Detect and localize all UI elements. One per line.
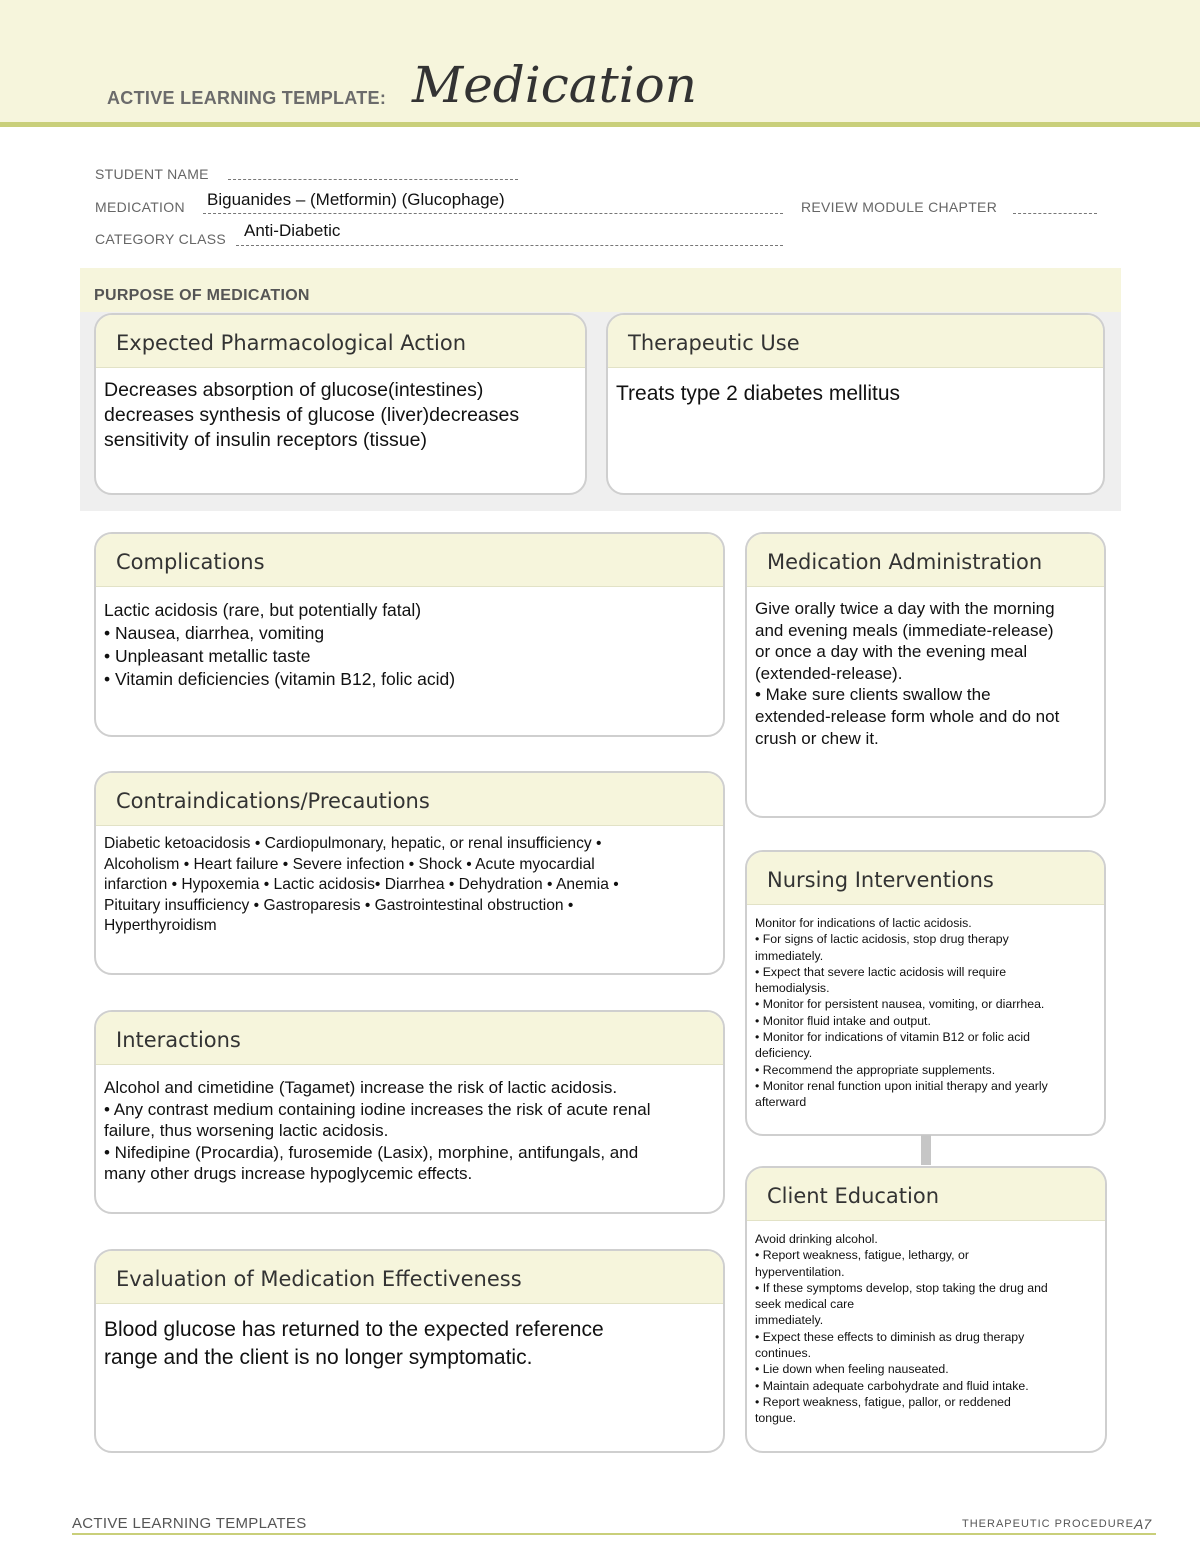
text-line: Alcohol and cimetidine (Tagamet) increase the risk of lactic acidosis. <box>104 1078 618 1097</box>
category-class-field[interactable] <box>236 245 783 246</box>
text-line: Lactic acidosis (rare, but potentially fatal) <box>104 600 422 620</box>
evaluation-card <box>94 1249 725 1453</box>
header-label: ACTIVE LEARNING TEMPLATE: <box>107 88 387 108</box>
text-line: (extended-release). <box>755 663 903 683</box>
category-class-value: Anti-Diabetic <box>244 221 341 240</box>
category-class-label: CATEGORY CLASS <box>95 231 227 247</box>
text-line: Treats type 2 diabetes mellitus <box>616 382 901 405</box>
text-line: failure, thus worsening lactic acidosis. <box>104 1121 389 1141</box>
card-connector <box>921 1135 931 1165</box>
footer-page-number: A7 <box>1134 1516 1152 1532</box>
text-line: • Any contrast medium containing iodine increases the risk of acute renal <box>104 1099 651 1119</box>
text-line: • Unpleasant metallic taste <box>104 646 311 666</box>
text-line: infarction • Hypoxemia • Lactic acidosis• Diarrhea • Dehydration • Anemia • <box>104 876 619 893</box>
footer-left-label: ACTIVE LEARNING TEMPLATES <box>72 1515 307 1532</box>
review-module-field[interactable] <box>1013 213 1097 214</box>
page-title: Medication <box>412 56 697 114</box>
text-line: • Monitor for persistent nausea, vomiting, or diarrhea. <box>755 997 1045 1012</box>
contraindications-card <box>94 771 725 975</box>
text-line: range and the client is no longer symptomatic. <box>104 1345 533 1369</box>
therapeutic-use-card <box>606 313 1105 495</box>
text-line: Avoid drinking alcohol. <box>755 1232 878 1246</box>
card-body[interactable] <box>96 826 723 937</box>
card-header <box>96 534 723 587</box>
text-line: tongue. <box>755 1411 797 1426</box>
text-line: Monitor for indications of lactic acidosis. <box>755 916 972 930</box>
text-line: decreases synthesis of glucose (liver)decreases <box>104 404 520 426</box>
text-line: • Lie down when feeling nauseated. <box>755 1362 949 1377</box>
card-header <box>96 1012 723 1065</box>
text-line: • Maintain adequate carbohydrate and fluid intake. <box>755 1378 1029 1393</box>
text-line: • Monitor fluid intake and output. <box>755 1013 931 1028</box>
text-line: • Monitor for indications of vitamin B12 or folic acid <box>755 1030 1030 1045</box>
text-line: hemodialysis. <box>755 981 830 996</box>
card-body[interactable] <box>608 368 1103 408</box>
text-line: • Monitor renal function upon initial therapy and yearly <box>755 1078 1048 1093</box>
pharm-action-card <box>94 313 587 495</box>
purpose-label: PURPOSE OF MEDICATION <box>94 287 310 304</box>
card-header <box>96 1251 723 1304</box>
complications-card <box>94 532 725 737</box>
text-line: • For signs of lactic acidosis, stop drug therapy <box>755 932 1009 947</box>
footer-rule <box>72 1533 1156 1535</box>
text-line: crush or chew it. <box>755 728 879 748</box>
text-line: • Expect these effects to diminish as drug therapy <box>755 1329 1025 1344</box>
card-body[interactable] <box>747 1221 1105 1427</box>
text-line: • Nifedipine (Procardia), furosemide (Lasix), morphine, antifungals, and <box>104 1142 639 1162</box>
text-line: extended-release form whole and do not <box>755 706 1060 726</box>
text-line: sensitivity of insulin receptors (tissue) <box>104 429 427 451</box>
text-line: • Report weakness, fatigue, pallor, or reddened <box>755 1394 1011 1409</box>
text-line: immediately. <box>755 948 824 963</box>
text-line: • If these symptoms develop, stop taking the drug and <box>755 1280 1048 1295</box>
text-line: • Make sure clients swallow the <box>755 685 991 705</box>
card-body[interactable] <box>96 1065 723 1185</box>
text-line: • Vitamin deficiencies (vitamin B12, folic acid) <box>104 669 456 689</box>
medication-field[interactable] <box>203 213 783 214</box>
medication-value: Biguanides – (Metformin) (Glucophage) <box>207 190 505 209</box>
card-title: Expected Pharmacological Action <box>116 331 467 355</box>
card-header <box>747 534 1104 587</box>
card-header <box>747 852 1104 905</box>
card-title: Nursing Interventions <box>767 868 994 892</box>
text-line: afterward <box>755 1095 807 1110</box>
text-line: Blood glucose has returned to the expected reference <box>104 1318 604 1341</box>
card-body[interactable] <box>96 587 723 691</box>
student-name-field[interactable] <box>228 179 518 180</box>
text-line: Hyperthyroidism <box>104 917 217 934</box>
text-line: • Nausea, diarrhea, vomiting <box>104 623 325 643</box>
text-line: Diabetic ketoacidosis • Cardiopulmonary, hepatic, or renal insufficiency • <box>104 835 602 852</box>
text-line: • Report weakness, fatigue, lethargy, or <box>755 1248 969 1263</box>
text-line: deficiency. <box>755 1046 813 1061</box>
text-line: Pituitary insufficiency • Gastroparesis • Gastrointestinal obstruction • <box>104 896 574 914</box>
text-line: Alcoholism • Heart failure • Severe infection • Shock • Acute myocardial <box>104 855 595 873</box>
text-line: continues. <box>755 1346 812 1361</box>
text-line: seek medical care <box>755 1297 855 1312</box>
text-line: and evening meals (immediate-release) <box>755 620 1054 640</box>
student-name-label: STUDENT NAME <box>95 166 209 182</box>
text-line: Decreases absorption of glucose(intestines) <box>104 379 484 401</box>
med-admin-card <box>745 532 1106 818</box>
card-header <box>96 315 585 368</box>
review-module-label: REVIEW MODULE CHAPTER <box>801 199 998 215</box>
card-body[interactable] <box>96 1304 723 1371</box>
header-rule <box>0 122 1200 127</box>
text-line: Give orally twice a day with the morning <box>755 599 1055 618</box>
card-header <box>96 773 723 826</box>
card-title: Evaluation of Medication Effectiveness <box>116 1267 522 1291</box>
card-title: Contraindications/Precautions <box>116 789 430 813</box>
text-line: immediately. <box>755 1313 824 1328</box>
card-body[interactable] <box>747 905 1104 1111</box>
card-title: Medication Administration <box>767 550 1043 574</box>
card-title: Complications <box>116 550 265 574</box>
text-line: many other drugs increase hypoglycemic effects. <box>104 1164 473 1184</box>
nursing-interventions-card <box>745 850 1106 1136</box>
card-header <box>608 315 1103 368</box>
card-body[interactable] <box>96 368 585 453</box>
text-line: hyperventilation. <box>755 1264 845 1279</box>
card-title: Therapeutic Use <box>628 331 800 355</box>
card-title: Client Education <box>767 1184 940 1208</box>
client-education-card <box>745 1166 1107 1453</box>
footer-right-label: THERAPEUTIC PROCEDURE <box>962 1518 1134 1530</box>
interactions-card <box>94 1010 725 1214</box>
text-line: • Expect that severe lactic acidosis will require <box>755 964 1007 979</box>
card-body[interactable] <box>747 587 1104 749</box>
medication-label: MEDICATION <box>95 199 185 215</box>
card-title: Interactions <box>116 1028 241 1052</box>
card-header <box>747 1168 1105 1221</box>
text-line: or once a day with the evening meal <box>755 642 1028 662</box>
text-line: • Recommend the appropriate supplements. <box>755 1062 996 1077</box>
